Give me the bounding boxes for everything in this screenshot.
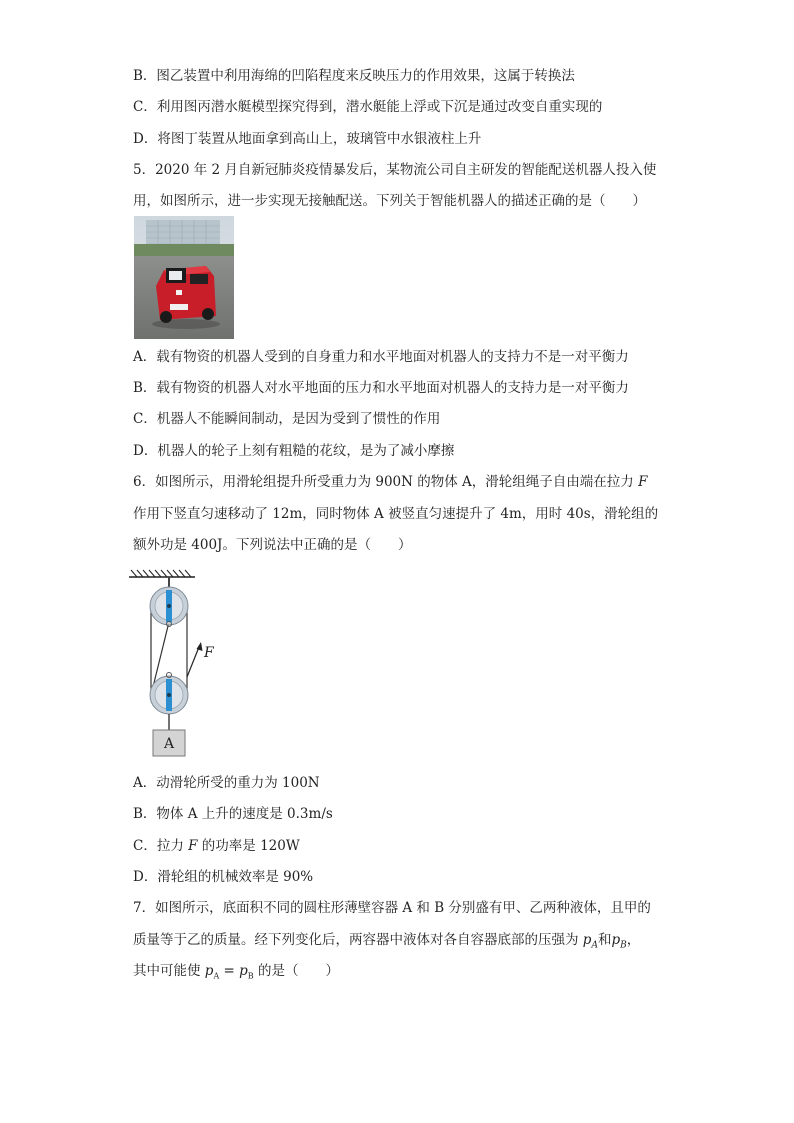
pulley-diagram xyxy=(127,562,237,762)
q6-force-var: F xyxy=(638,474,648,490)
q7-stem-line2-end: ， xyxy=(626,932,641,948)
q7-pb-sub: B xyxy=(620,940,627,951)
force-label: F xyxy=(204,645,214,661)
q7-eq-sub-a: A xyxy=(213,971,220,981)
q7-eq-pa: p xyxy=(204,963,214,979)
robot-photo xyxy=(134,216,234,339)
q7-eq-pb: p xyxy=(239,963,248,979)
q6-option-a: A．动滑轮所受的重力为 100N xyxy=(133,775,320,791)
q7-and: 和 xyxy=(597,932,612,948)
q4-option-d: D．将图丁装置从地面拿到高山上，玻璃管中水银液柱上升 xyxy=(133,131,482,147)
q7-pa-sub: A xyxy=(591,940,598,951)
q6-option-b: B．物体 A 上升的速度是 0.3m/s xyxy=(133,806,333,822)
q7-stem-line2 xyxy=(133,930,640,956)
q5-option-b: B．载有物资的机器人对水平地面的压力和水平地面对机器人的支持力是一对平衡力 xyxy=(133,380,629,396)
q7-stem-line3 xyxy=(133,961,339,987)
q6-option-c-post: 的功率是 120W xyxy=(197,838,300,854)
q7-stem-line3-end: 的是（ ） xyxy=(253,963,339,979)
block-label: A xyxy=(163,736,175,752)
q5-option-a: A．载有物资的机器人受到的自身重力和水平地面对机器人的支持力不是一对平衡力 xyxy=(133,349,629,365)
q6-option-d: D．滑轮组的机械效率是 90% xyxy=(133,869,314,885)
q5-option-d: D．机器人的轮子上刻有粗糙的花纹，是为了减小摩擦 xyxy=(133,443,455,459)
q4-option-b: B．图乙装置中利用海绵的凹陷程度来反映压力的作用效果，这属于转换法 xyxy=(133,68,575,84)
q5-stem-line1: 5．2020 年 2 月自新冠肺炎疫情暴发后，某物流公司自主研发的智能配送机器人投入使 xyxy=(133,162,657,178)
q7-eq-sub-b: B xyxy=(247,971,254,981)
q6-stem-line3: 额外功是 400J。下列说法中正确的是（ ） xyxy=(133,537,412,553)
q6-option-c xyxy=(133,836,300,856)
q4-option-c: C．利用图丙潜水艇模型探究得到，潜水艇能上浮或下沉是通过改变自重实现的 xyxy=(133,99,603,115)
q7-stem-line3-text: 其中可能使 xyxy=(133,963,205,979)
q6-option-c-var: F xyxy=(188,838,198,854)
q7-pa-symbol: p xyxy=(582,932,592,948)
q5-option-c: C．机器人不能瞬间制动，是因为受到了惯性的作用 xyxy=(133,411,441,427)
q5-stem-line2: 用，如图所示，进一步实现无接触配送。下列关于智能机器人的描述正确的是（ ） xyxy=(133,193,646,209)
q7-stem-line2-text: 质量等于乙的质量。经下列变化后，两容器中液体对各自容器底部的压强为 xyxy=(133,932,583,948)
q7-eq-mid: = xyxy=(219,963,240,979)
q7-pb-symbol: p xyxy=(611,932,621,948)
q6-stem-line1 xyxy=(133,472,647,492)
q6-stem-line1-text: 6．如图所示，用滑轮组提升所受重力为 900N 的物体 A，滑轮组绳子自由端在拉力 xyxy=(133,474,634,490)
q6-stem-line2: 作用下竖直匀速移动了 12m，同时物体 A 被竖直匀速提升了 4m，用时 40s，滑轮组的 xyxy=(133,506,659,522)
q7-stem-line1: 7．如图所示，底面积不同的圆柱形薄壁容器 A 和 B 分别盛有甲、乙两种液体，且甲的 xyxy=(133,900,651,916)
q6-option-c-pre: C．拉力 xyxy=(133,838,189,854)
